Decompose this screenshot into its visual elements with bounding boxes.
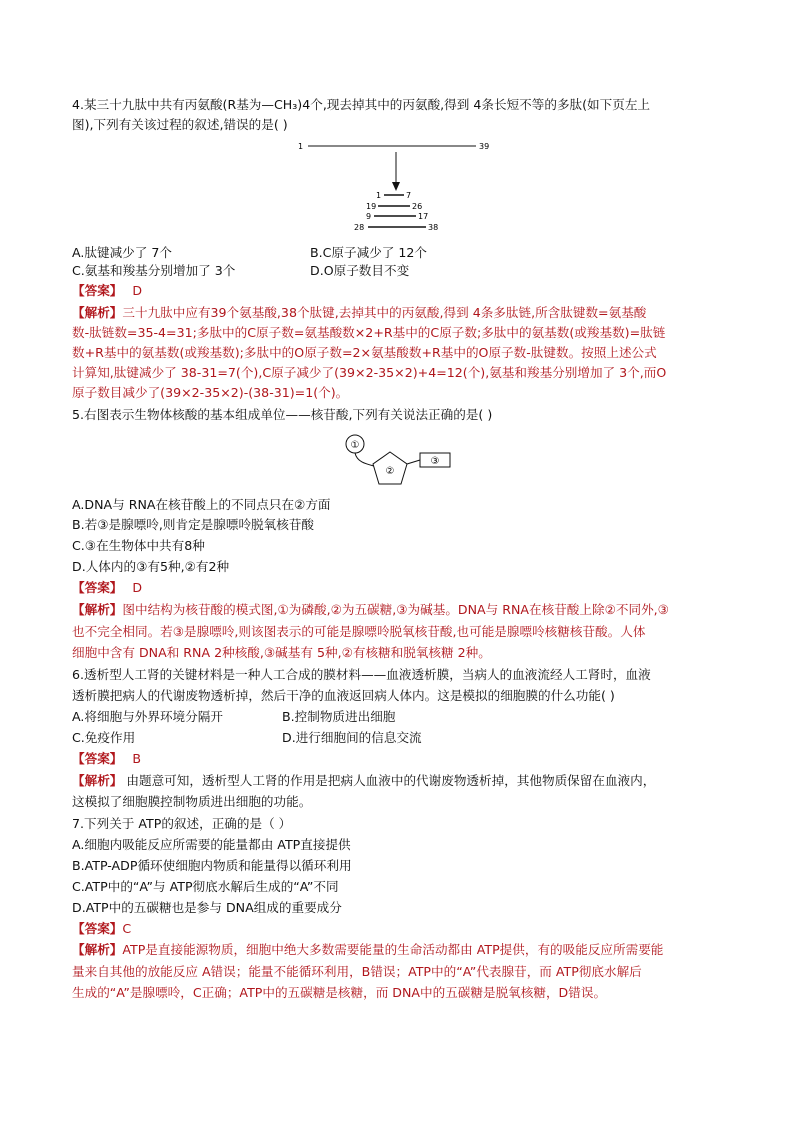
q6-analysis-label: 【解析】 [72,773,123,788]
q4-fig-seg2-start: 19 [366,202,377,211]
q4-fig-seg1-start: 1 [376,191,382,200]
q6-answer-label: 【答案】 [72,751,123,766]
q7-analysis-line1 [72,941,663,958]
q4-option-b: B.C原子减少了 12个 [310,245,428,260]
q4-analysis-line4: 计算知,肽键减少了 38-31=7(个),C原子减少了(39×2-35×2)+4=12(个),氨基和羧基分别增加了 3个,而O [72,365,667,380]
q4-answer-label: 【答案】 [72,283,123,298]
q5-answer-label: 【答案】 [72,580,123,595]
q5-option-a: A.DNA与 RNA在核苷酸上的不同点只在②方面 [72,497,331,512]
q7-option-a: A.细胞内吸能反应所需要的能量都由 ATP直接提供 [72,837,351,852]
q5-option-c: C.③在生物体中共有8种 [72,538,205,553]
q5-option-b: B.若③是腺嘌呤,则肯定是腺嘌呤脱氧核苷酸 [72,517,315,532]
q5-analysis-line2: 也不完全相同。若③是腺嘌呤,则该图表示的可能是腺嘌呤脱氧核苷酸,也可能是腺嘌呤核糖核苷酸。人体 [72,624,646,639]
q5-fig-label2: ② [385,466,395,477]
q5-analysis-line1 [72,601,669,618]
q4-fig-arrow-head [392,182,400,191]
q6-stem-line2: 透析膜把病人的代谢废物透析掉，然后干净的血液返回病人体内。这是模拟的细胞膜的什么功能( ) [72,688,615,703]
q6-analysis-text1: 由题意可知，透析型人工肾的作用是把病人血液中的代谢废物透析掉，其他物质保留在血液内， [122,773,656,788]
q4-fig-seg3-start: 9 [366,212,372,221]
q6-analysis-line1 [72,772,655,789]
q7-option-b: B.ATP-ADP循环使细胞内物质和能量得以循环利用 [72,858,352,873]
q7-answer-row [72,920,131,937]
q5-stem: 5.右图表示生物体核酸的基本组成单位——核苷酸,下列有关说法正确的是( ) [72,407,493,422]
q5-fig-bond1 [355,453,374,466]
q4-analysis-label: 【解析】 [72,305,123,320]
q5-analysis-text1: 图中结构为核苷酸的模式图,①为磷酸,②为五碳糖,③为碱基。DNA与 RNA在核苷酸上除②不同外,③ [122,602,669,617]
q4-analysis-line1 [72,304,646,321]
q7-analysis-line3: 生成的“A”是腺嘌呤，C正确；ATP中的五碳糖是核糖，而 DNA中的五碳糖是脱氧核糖，D错误。 [72,985,607,1000]
q4-analysis-text1: 三十九肽中应有39个氨基酸,38个肽键,去掉其中的丙氨酸,得到 4条多肽链,所含肽键数=氨基酸 [122,305,647,320]
q6-analysis-line2: 这模拟了细胞膜控制物质进出细胞的功能。 [72,794,312,809]
q5-fig-bond2 [407,460,420,464]
q4-peptide-figure [292,140,512,238]
q4-fig-seg3-end: 17 [418,212,429,221]
q4-option-c: C.氨基和羧基分别增加了 3个 [72,263,236,278]
q4-answer-row [72,282,142,299]
q5-fig-label1: ① [350,440,360,451]
q7-analysis-label: 【解析】 [72,942,123,957]
q6-answer-row [72,750,141,767]
q7-option-d: D.ATP中的五碳糖也是参与 DNA组成的重要成分 [72,900,342,915]
q5-option-d: D.人体内的③有5种,②有2种 [72,559,230,574]
q6-option-d: D.进行细胞间的信息交流 [282,730,422,745]
q4-analysis-line5: 原子数目减少了(39×2-35×2)-(38-31)=1(个)。 [72,385,349,400]
q5-analysis-label: 【解析】 [72,602,123,617]
q7-analysis-text1: ATP是直接能源物质，细胞中绝大多数需要能量的生命活动都由 ATP提供，有的吸能反应所需要能 [122,942,664,957]
q4-stem-line1: 4.某三十九肽中共有丙氨酸(R基为—CH₃)4个,现去掉其中的丙氨酸,得到 4条长短不等的多肽(如下页左上 [72,97,651,112]
q4-fig-seg1-end: 7 [406,191,412,200]
q5-fig-label3: ③ [430,456,440,467]
q4-fig-seg4-start: 28 [354,223,365,232]
q6-option-c: C.免疫作用 [72,730,136,745]
q5-answer-row [72,579,142,596]
q6-option-a: A.将细胞与外界环境分隔开 [72,709,223,724]
q7-analysis-line2: 量来自其他的放能反应 A错误；能量不能循环利用，B错误；ATP中的“A”代表腺苷，而 ATP彻底水解后 [72,964,642,979]
q5-analysis-line3: 细胞中含有 DNA和 RNA 2种核酸,③碱基有 5种,②有核糖和脱氧核糖 2种。 [72,645,491,660]
q6-stem-line1: 6.透析型人工肾的关键材料是一种人工合成的膜材料——血液透析膜，当病人的血液流经人工肾时，血液 [72,667,651,682]
q7-option-c: C.ATP中的“A”与 ATP彻底水解后生成的“A”不同 [72,879,339,894]
q7-stem: 7.下列关于 ATP的叙述，正确的是（ ） [72,816,292,831]
q5-nucleotide-figure [340,434,460,492]
q4-analysis-line3: 数+R基中的氨基数(或羧基数);多肽中的O原子数=2×氨基酸数+R基中的O原子数-肽键数。按照上述公式 [72,345,657,360]
q7-answer-label: 【答案】 [72,921,123,936]
q7-answer-value: C [122,921,132,936]
q4-fig-seg4-end: 38 [428,223,439,232]
q6-answer-value: B [132,751,142,766]
q4-option-d: D.O原子数目不变 [310,263,410,278]
q4-fig-seg2-end: 26 [412,202,423,211]
q4-option-a: A.肽键减少了 7个 [72,245,172,260]
q4-analysis-line2: 数-肽链数=35-4=31;多肽中的C原子数=氨基酸数×2+R基中的C原子数;多肽中的氨基数(或羧基数)=肽链 [72,325,666,340]
q5-answer-value: D [132,580,143,595]
q4-fig-top-start: 1 [298,142,304,151]
q4-fig-top-end: 39 [479,142,490,151]
q4-stem-line2: 图),下列有关该过程的叙述,错误的是( ) [72,117,288,132]
q4-answer-value: D [132,283,143,298]
q6-option-b: B.控制物质进出细胞 [282,709,396,724]
